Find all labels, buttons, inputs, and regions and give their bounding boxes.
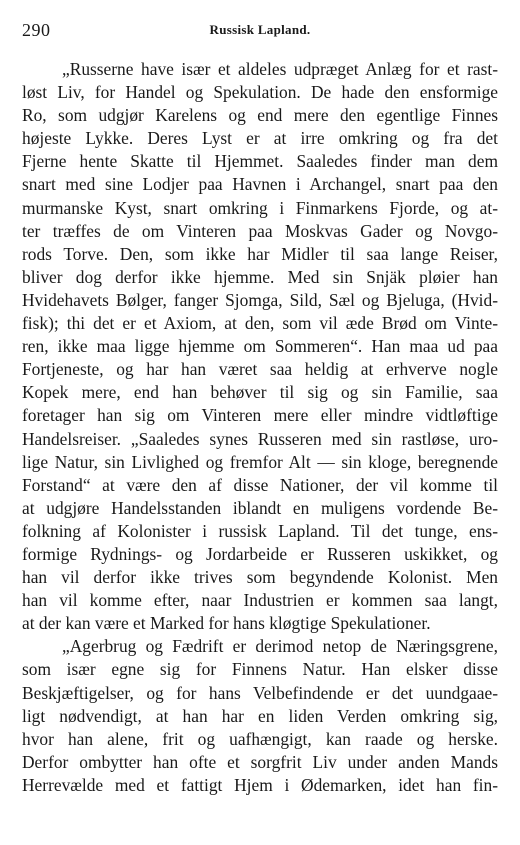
text-line: snart med sine Lodjer paa Havnen i Archangel, snart paa den (22, 174, 498, 195)
text-line: murmanske Kyst, snart omkring i Finmarkens Fjorde, og at- (22, 197, 498, 218)
text-line: hvor han alene, frit og uafhængigt, kan raade og herske. (22, 728, 498, 749)
text-line: fisk); thi det er et Axiom, at den, som vil æde Brød om Vinte- (22, 313, 498, 334)
text-line: ligt nødvendigt, at han har en liden Verden omkring sig, (22, 705, 498, 726)
text-line: løst Liv, for Handel og Spekulation. De hade den ensformige (22, 82, 498, 103)
text-line: formige Rydnings- og Jordarbeide er Russeren uskikket, og (22, 543, 498, 564)
text-line: Fjerne hente Skatte til Hjemmet. Saaledes finder man dem (22, 151, 498, 172)
text-line: som især egne sig for Finnens Natur. Han elsker disse (22, 659, 498, 680)
text-line: rods Torve. Den, som ikke har Midler til saa lange Reiser, (22, 243, 498, 264)
text-line: „Agerbrug og Fædrift er derimod netop de Næringsgrene, (62, 636, 498, 657)
text-line: foretager han sig om Vinteren mere eller mindre vidtløftige (22, 405, 498, 426)
text-line: Fortjeneste, og har han været saa heldig at erhverve nogle (22, 359, 498, 380)
text-line: lige Natur, sin Livlighed og fremfor Alt — sin kloge, beregnende (22, 451, 498, 472)
paragraph (22, 635, 498, 797)
running-title: Russisk Lapland. (209, 22, 311, 37)
text-line: højeste Lykke. Deres Lyst er at irre omkring og fra det (22, 128, 498, 149)
text-line: Handelsreiser. „Saaledes synes Russeren med sin rastløse, uro- (22, 428, 498, 449)
text-line: han vil komme efter, naar Industrien er kommen saa langt, (22, 590, 498, 611)
text-line: at udgjøre Handelsstanden iblandt en muligens vordende Be- (22, 497, 498, 518)
text-line: ren, ikke maa ligge hjemme om Sommeren“. Han maa ud paa (22, 336, 498, 357)
body-text (22, 58, 498, 797)
text-line: Ro, som udgjør Karelens og end mere den egentlige Finnes (22, 105, 498, 126)
page-number: 290 (22, 20, 51, 40)
text-line: ter træffes de om Vinteren paa Moskvas Gader og Novgo- (22, 220, 498, 241)
text-line: Kopek mere, end han behøver til sig og sin Familie, saa (22, 382, 498, 403)
text-line: han vil derfor ikke trives som begyndende Kolonist. Men (22, 567, 498, 588)
paragraph (22, 58, 498, 635)
text-line: Forstand“ at være den af disse Nationer, der vil komme til (22, 474, 498, 495)
text-line: Derfor ombytter han ofte et sorgfrit Liv under anden Mands (22, 751, 498, 772)
text-line: at der kan være et Marked for hans kløgtige Spekulationer. (22, 613, 431, 634)
text-line: Beskjæftigelser, og for hans Velbefindende er det uundgaae- (22, 682, 498, 703)
text-line: folkning af Kolonister i russisk Lapland. Til det tunge, ens- (22, 520, 498, 541)
text-line: Hvidehavets Bølger, fanger Sjomga, Sild, Sæl og Bjeluga, (Hvid- (22, 289, 498, 310)
text-line: Herrevælde med et fattigt Hjem i Ødemarken, idet han fin- (22, 774, 498, 795)
text-line: bliver dog derfor ikke hjemme. Med sin Snjäk pløier han (22, 266, 498, 287)
text-line: „Russerne have især et aldeles udpræget Anlæg for et rast- (62, 59, 498, 79)
page-header (22, 20, 498, 42)
